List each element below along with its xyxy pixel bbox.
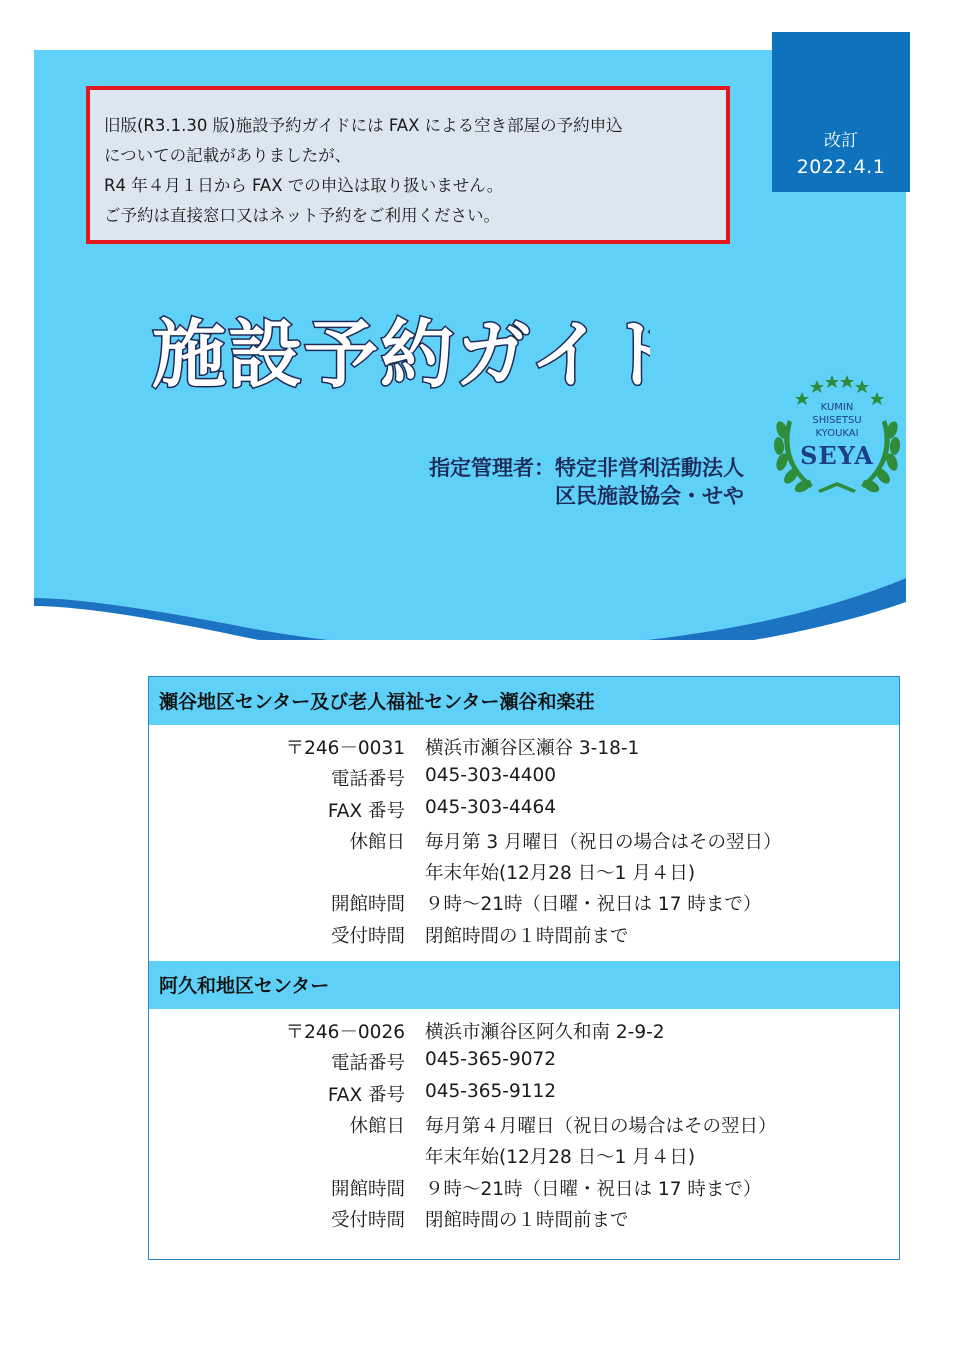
detail-key: FAX 番号 [327,1084,405,1106]
detail-key: 開館時間 [330,894,405,916]
notice-box [86,86,730,244]
detail-row-hours [149,890,899,921]
page-title [150,302,650,402]
detail-row-closed-extra [149,1143,899,1174]
detail-row-phone [149,765,899,796]
revision-label: 改訂 [824,131,858,151]
revision-badge [772,32,910,192]
detail-key: 休館日 [349,1115,405,1137]
notice-line: についての記載がありましたが、 [104,146,352,165]
seal-text-3: KYOUKAI [815,428,859,439]
detail-value: ９時～21時（日曜・祝日は 17 時まで） [425,1178,762,1200]
detail-row-hours [149,1175,899,1206]
detail-value: 毎月第４月曜日（祝日の場合はその翌日） [425,1115,777,1137]
facility-header-akuwa: 阿久和地区センター [149,961,899,1009]
detail-row-phone [149,1049,899,1080]
notice-line: 旧版(R3.1.30 版)施設予約ガイドには FAX による空き部屋の予約申込 [104,116,623,135]
manager-line-2: 区民施設協会・せや [555,484,744,508]
detail-value: 横浜市瀬谷区阿久和南 2-9-2 [425,1022,665,1044]
detail-row-reception [149,922,899,953]
detail-value: ９時～21時（日曜・祝日は 17 時まで） [425,894,762,916]
detail-row-closed-extra [149,859,899,890]
detail-value: 年末年始(12月28 日～1 月４日) [425,1147,696,1169]
detail-value: 045-365-9072 [425,1049,557,1071]
facility-details-akuwa [149,1009,899,1245]
detail-value: 045-365-9112 [425,1080,557,1102]
detail-key: 電話番号 [330,769,405,791]
page-title-text: 施設予約ガイド [152,312,650,398]
seal-text-1: KUMIN [820,402,854,413]
detail-row-postal [149,734,899,765]
detail-row-closed [149,828,899,859]
detail-value: 045-303-4400 [425,765,557,787]
detail-key: 電話番号 [330,1053,405,1075]
seya-logo [770,372,904,500]
detail-key: 休館日 [349,831,405,853]
detail-key: 〒246－0031 [285,738,405,759]
detail-key: 受付時間 [330,925,405,947]
detail-value: 横浜市瀬谷区瀬谷 3-18-1 [425,738,640,759]
detail-row-fax [149,797,899,828]
detail-value: 閉館時間の１時間前まで [425,925,629,947]
manager-line-1: 指定管理者：特定非営利活動法人 [429,456,744,480]
detail-key: 受付時間 [330,1209,405,1231]
notice-line: ご予約は直接窓口又はネット予約をご利用ください。 [104,206,500,225]
detail-value: 毎月第 3 月曜日（祝日の場合はその翌日） [425,831,782,853]
revision-date: 2022.4.1 [796,156,886,178]
detail-value: 045-303-4464 [425,796,557,818]
detail-row-postal [149,1018,899,1049]
detail-row-fax [149,1081,899,1112]
seal-name: SEYA [800,441,874,470]
stars [795,375,884,405]
seal-text-2: SHISETSU [812,415,862,426]
detail-row-closed [149,1112,899,1143]
manager-info [380,454,744,510]
detail-row-reception [149,1206,899,1237]
detail-value: 閉館時間の１時間前まで [425,1209,629,1231]
facility-info-box [148,676,900,1260]
notice-line: R4 年４月１日から FAX での申込は取り扱いません。 [104,176,504,195]
detail-key: 開館時間 [330,1178,405,1200]
detail-value: 年末年始(12月28 日～1 月４日) [425,863,696,885]
detail-key: FAX 番号 [327,800,405,822]
facility-details-seya [149,725,899,961]
detail-key: 〒246－0026 [285,1022,405,1044]
facility-header-seya: 瀬谷地区センター及び老人福祉センター瀬谷和楽荘 [149,677,899,725]
